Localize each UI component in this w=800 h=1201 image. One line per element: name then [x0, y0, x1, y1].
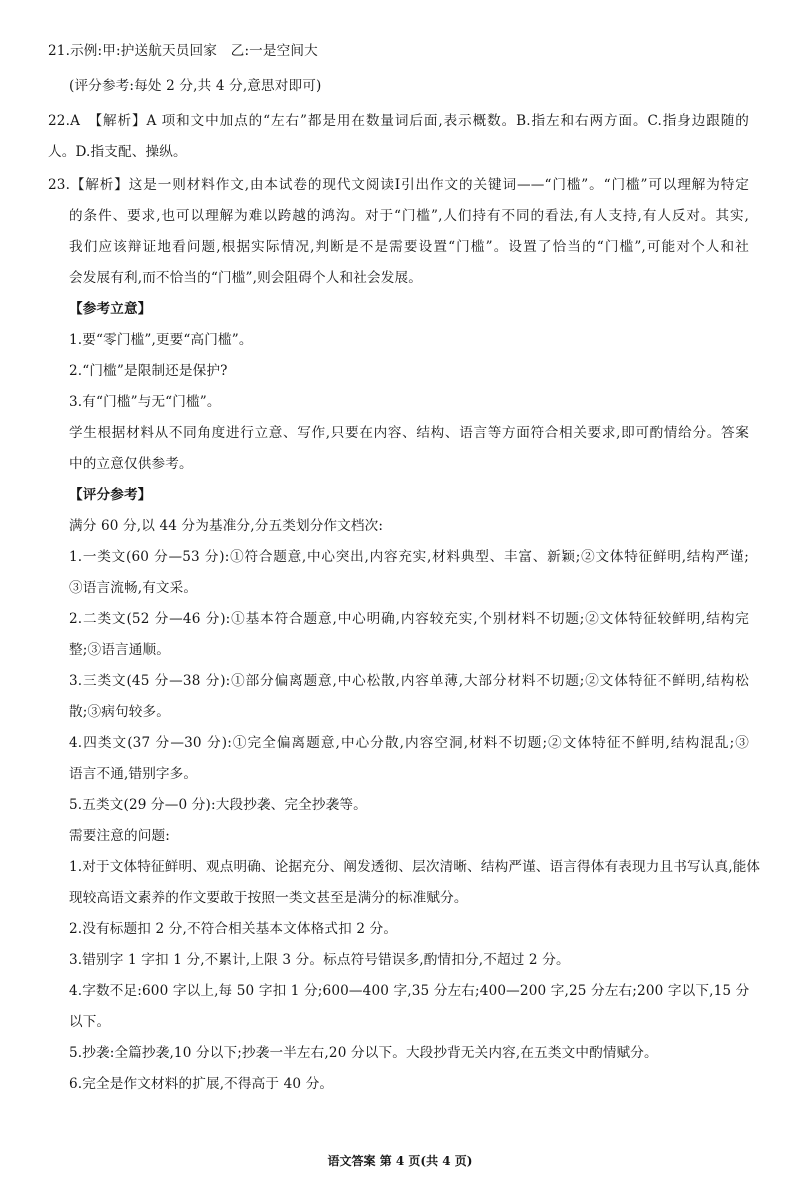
- note-6: 6.完全是作文材料的扩展,不得高于 40 分。: [69, 1076, 334, 1092]
- ref-item-2: 2.“门槛”是限制还是保护?: [69, 363, 228, 379]
- q23-analysis-line-1: 23.【解析】这是一则材料作文,由本试卷的现代文阅读Ⅰ引出作文的关键词——“门槛”。“门槛”可以理解为特定: [48, 177, 749, 193]
- ref-note-line-2: 中的立意仅供参考。: [69, 456, 193, 472]
- note-4-line-2: 以下。: [69, 1014, 111, 1030]
- q22-line-1: 22.A 【解析】A 项和文中加点的“左右”都是用在数量词后面,表示概数。B.指左和右两方面。C.指身边跟随的: [48, 113, 749, 129]
- q21-scoring: (评分参考:每处 2 分,共 4 分,意思对即可): [69, 78, 322, 94]
- note-3: 3.错别字 1 字扣 1 分,不累计,上限 3 分。标点符号错误多,酌情扣分,不超过 2 分。: [69, 952, 570, 968]
- note-5: 5.抄袭:全篇抄袭,10 分以下;抄袭一半左右,20 分以下。大段抄背无关内容,在五类文中酌情赋分。: [69, 1045, 658, 1061]
- grade-4-line-1: 4.四类文(37 分—30 分):①完全偏离题意,中心分散,内容空洞,材料不切题;②文体特征不鲜明,结构混乱;③: [69, 735, 749, 751]
- q23-analysis-line-3: 我们应该辩证地看问题,根据实际情况,判断是不是需要设置“门槛”。设置了恰当的“门槛”,可能对个人和社: [69, 239, 749, 255]
- q23-analysis-line-4: 会发展有利,而不恰当的“门槛”,则会阻碍个人和社会发展。: [69, 270, 422, 286]
- notes-heading: 需要注意的问题:: [69, 828, 170, 844]
- grade-5-line-1: 5.五类文(29 分—0 分):大段抄袭、完全抄袭等。: [69, 797, 367, 813]
- ref-heading: 【参考立意】: [69, 301, 152, 317]
- page-footer: 语文答案 第 4 页(共 4 页): [327, 1154, 473, 1168]
- score-intro: 满分 60 分,以 44 分为基准分,分五类划分作文档次:: [69, 518, 384, 534]
- note-4-line-1: 4.字数不足:600 字以上,每 50 字扣 1 分;600—400 字,35 分左右;400—200 字,25 分左右;200 字以下,15 分: [69, 983, 750, 999]
- q21-answer: 21.示例:甲:护送航天员回家 乙:一是空间大: [48, 43, 318, 59]
- note-1-line-2: 现较高语文素养的作文要敢于按照一类文甚至是满分的标准赋分。: [69, 890, 468, 906]
- grade-3-line-2: 散;③病句较多。: [69, 704, 170, 720]
- ref-note-line-1: 学生根据材料从不同角度进行立意、写作,只要在内容、结构、语言等方面符合相关要求,即可酌情给分。答案: [69, 425, 749, 441]
- grade-4-line-2: 语言不通,错别字多。: [69, 766, 198, 782]
- grade-3-line-1: 3.三类文(45 分—38 分):①部分偏离题意,中心松散,内容单薄,大部分材料不切题;②文体特征不鲜明,结构松: [69, 673, 749, 689]
- grade-1-line-1: 1.一类文(60 分—53 分):①符合题意,中心突出,内容充实,材料典型、丰富、新颖;②文体特征鲜明,结构严谨;: [69, 549, 749, 565]
- q22-line-2: 人。D.指支配、操纵。: [48, 144, 187, 160]
- note-1-line-1: 1.对于文体特征鲜明、观点明确、论据充分、阐发透彻、层次清晰、结构严谨、语言得体有表现力且书写认真,能体: [69, 859, 761, 875]
- ref-item-3: 3.有“门槛”与无“门槛”。: [69, 394, 221, 410]
- q23-analysis-line-2: 的条件、要求,也可以理解为难以跨越的鸿沟。对于“门槛”,人们持有不同的看法,有人支持,有人反对。其实,: [69, 208, 749, 224]
- grade-2-line-2: 整;③语言通顺。: [69, 642, 170, 658]
- grade-1-line-2: ③语言流畅,有文采。: [69, 580, 198, 596]
- ref-item-1: 1.要“零门槛”,更要“高门槛”。: [69, 332, 253, 348]
- note-2: 2.没有标题扣 2 分,不符合相关基本文体格式扣 2 分。: [69, 921, 398, 937]
- grade-2-line-1: 2.二类文(52 分—46 分):①基本符合题意,中心明确,内容较充实,个别材料不切题;②文体特征较鲜明,结构完: [69, 611, 749, 627]
- score-heading: 【评分参考】: [69, 487, 152, 503]
